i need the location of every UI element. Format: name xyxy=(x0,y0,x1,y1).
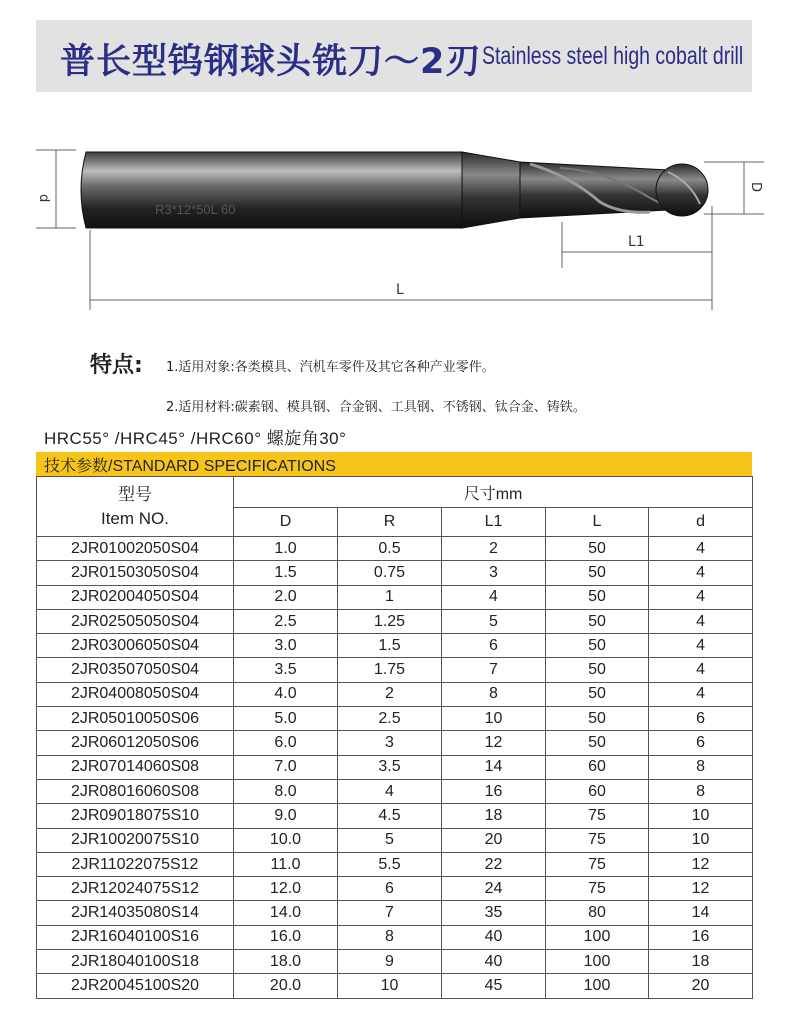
table-cell: 3.5 xyxy=(338,755,442,779)
table-cell: 18 xyxy=(649,950,753,974)
model-header-cn: 型号 xyxy=(118,484,152,504)
table-row xyxy=(37,974,753,998)
table-cell: 8 xyxy=(442,682,546,706)
table-cell: 6 xyxy=(649,707,753,731)
table-cell: 75 xyxy=(546,828,649,852)
table-cell: 2.5 xyxy=(234,609,338,633)
item-number-cell: 2JR07014060S08 xyxy=(37,755,234,779)
table-row xyxy=(37,634,753,658)
table-cell: 4 xyxy=(649,585,753,609)
table-cell: 6 xyxy=(338,877,442,901)
table-cell: 12 xyxy=(649,852,753,876)
dim-L-label: L xyxy=(396,282,404,298)
item-number-cell: 2JR12024075S12 xyxy=(37,877,234,901)
table-cell: 100 xyxy=(546,974,649,998)
table-cell: 60 xyxy=(546,755,649,779)
tool-flutes xyxy=(520,162,668,218)
table-cell: 4 xyxy=(649,658,753,682)
item-number-cell: 2JR09018075S10 xyxy=(37,804,234,828)
table-row xyxy=(37,682,753,706)
table-cell: 5.0 xyxy=(234,707,338,731)
shank-engraving: R3*12*50L 60 xyxy=(155,202,236,217)
item-number-cell: 2JR18040100S18 xyxy=(37,950,234,974)
table-cell: 8.0 xyxy=(234,779,338,803)
title-chinese: 普长型钨钢球头铣刀～2刃 xyxy=(60,42,482,82)
item-number-cell: 2JR14035080S14 xyxy=(37,901,234,925)
column-header: R xyxy=(338,508,442,537)
item-number-cell: 2JR04008050S04 xyxy=(37,682,234,706)
item-number-cell: 2JR10020075S10 xyxy=(37,828,234,852)
table-cell: 75 xyxy=(546,852,649,876)
table-cell: 35 xyxy=(442,901,546,925)
table-cell: 50 xyxy=(546,561,649,585)
table-cell: 7 xyxy=(442,658,546,682)
item-number-cell: 2JR11022075S12 xyxy=(37,852,234,876)
item-number-cell: 2JR01002050S04 xyxy=(37,537,234,561)
table-cell: 6 xyxy=(649,731,753,755)
table-row xyxy=(37,731,753,755)
tool-taper xyxy=(462,152,520,228)
table-row xyxy=(37,779,753,803)
table-cell: 18.0 xyxy=(234,950,338,974)
table-cell: 6 xyxy=(442,634,546,658)
item-number-cell: 2JR02505050S04 xyxy=(37,609,234,633)
table-row xyxy=(37,609,753,633)
table-cell: 1.75 xyxy=(338,658,442,682)
table-cell: 100 xyxy=(546,925,649,949)
tool-ball-end xyxy=(656,164,708,216)
table-row xyxy=(37,707,753,731)
table-cell: 9.0 xyxy=(234,804,338,828)
table-cell: 10.0 xyxy=(234,828,338,852)
table-cell: 11.0 xyxy=(234,852,338,876)
table-row xyxy=(37,852,753,876)
table-cell: 16 xyxy=(649,925,753,949)
column-header: D xyxy=(234,508,338,537)
dim-D-label: D xyxy=(748,182,763,193)
tool-shank xyxy=(81,152,462,228)
table-cell: 3 xyxy=(442,561,546,585)
table-row xyxy=(37,877,753,901)
table-cell: 75 xyxy=(546,804,649,828)
table-cell: 16 xyxy=(442,779,546,803)
table-cell: 45 xyxy=(442,974,546,998)
item-number-cell: 2JR05010050S06 xyxy=(37,707,234,731)
table-cell: 5 xyxy=(338,828,442,852)
table-cell: 2 xyxy=(442,537,546,561)
item-number-cell: 2JR01503050S04 xyxy=(37,561,234,585)
table-cell: 20.0 xyxy=(234,974,338,998)
table-cell: 50 xyxy=(546,537,649,561)
table-cell: 100 xyxy=(546,950,649,974)
table-cell: 0.5 xyxy=(338,537,442,561)
table-cell: 12 xyxy=(649,877,753,901)
table-row xyxy=(37,658,753,682)
table-cell: 7 xyxy=(338,901,442,925)
item-number-cell: 2JR03006050S04 xyxy=(37,634,234,658)
features-heading: 特点: xyxy=(90,353,143,378)
table-cell: 50 xyxy=(546,707,649,731)
table-cell: 4 xyxy=(649,634,753,658)
table-cell: 50 xyxy=(546,682,649,706)
table-cell: 1.0 xyxy=(234,537,338,561)
table-cell: 2.0 xyxy=(234,585,338,609)
item-number-cell: 2JR08016060S08 xyxy=(37,779,234,803)
column-header: L1 xyxy=(442,508,546,537)
table-cell: 60 xyxy=(546,779,649,803)
table-cell: 12 xyxy=(442,731,546,755)
hardness-helix-line: HRC55° /HRC45° /HRC60° 螺旋角30° xyxy=(44,429,347,448)
table-cell: 50 xyxy=(546,658,649,682)
table-row xyxy=(37,925,753,949)
title-banner xyxy=(36,20,752,92)
spec-bar xyxy=(36,452,752,476)
dim-d-label: d xyxy=(36,194,51,203)
table-cell: 4 xyxy=(649,609,753,633)
column-header: L xyxy=(546,508,649,537)
table-cell: 24 xyxy=(442,877,546,901)
table-row xyxy=(37,901,753,925)
model-header xyxy=(37,477,234,537)
table-cell: 1.25 xyxy=(338,609,442,633)
table-cell: 10 xyxy=(649,828,753,852)
table-cell: 10 xyxy=(649,804,753,828)
tool-drawing xyxy=(0,110,790,320)
table-cell: 20 xyxy=(649,974,753,998)
table-cell: 8 xyxy=(338,925,442,949)
table-cell: 2 xyxy=(338,682,442,706)
item-number-cell: 2JR20045100S20 xyxy=(37,974,234,998)
table-cell: 4.5 xyxy=(338,804,442,828)
table-cell: 9 xyxy=(338,950,442,974)
table-cell: 4 xyxy=(649,682,753,706)
table-cell: 4.0 xyxy=(234,682,338,706)
table-cell: 3.0 xyxy=(234,634,338,658)
table-cell: 3.5 xyxy=(234,658,338,682)
table-cell: 1.5 xyxy=(338,634,442,658)
table-cell: 75 xyxy=(546,877,649,901)
table-cell: 18 xyxy=(442,804,546,828)
table-cell: 1.5 xyxy=(234,561,338,585)
table-row xyxy=(37,537,753,561)
table-cell: 14.0 xyxy=(234,901,338,925)
features-item-2: 2.适用材料:碳素钢、模具钢、合金钢、工具钢、不锈钢、钛合金、铸铁。 xyxy=(166,400,586,415)
table-cell: 40 xyxy=(442,950,546,974)
table-row xyxy=(37,804,753,828)
item-number-cell: 2JR03507050S04 xyxy=(37,658,234,682)
table-cell: 2.5 xyxy=(338,707,442,731)
size-header: 尺寸mm xyxy=(234,477,753,508)
table-cell: 8 xyxy=(649,755,753,779)
features-item-1: 1.适用对象:各类模具、汽机车零件及其它各种产业零件。 xyxy=(166,360,495,375)
item-number-cell: 2JR06012050S06 xyxy=(37,731,234,755)
table-cell: 50 xyxy=(546,634,649,658)
table-cell: 14 xyxy=(442,755,546,779)
spec-table xyxy=(36,476,753,999)
table-cell: 10 xyxy=(338,974,442,998)
table-cell: 4 xyxy=(442,585,546,609)
table-cell: 10 xyxy=(442,707,546,731)
table-cell: 50 xyxy=(546,731,649,755)
title-english: Stainless steel high cobalt drill xyxy=(482,42,744,70)
table-cell: 8 xyxy=(649,779,753,803)
table-row xyxy=(37,828,753,852)
table-row xyxy=(37,755,753,779)
table-cell: 50 xyxy=(546,609,649,633)
table-cell: 80 xyxy=(546,901,649,925)
table-cell: 12.0 xyxy=(234,877,338,901)
table-cell: 4 xyxy=(338,779,442,803)
table-cell: 5 xyxy=(442,609,546,633)
table-cell: 50 xyxy=(546,585,649,609)
table-cell: 7.0 xyxy=(234,755,338,779)
item-number-cell: 2JR16040100S16 xyxy=(37,925,234,949)
table-cell: 4 xyxy=(649,561,753,585)
item-number-cell: 2JR02004050S04 xyxy=(37,585,234,609)
table-cell: 0.75 xyxy=(338,561,442,585)
table-row xyxy=(37,950,753,974)
table-cell: 14 xyxy=(649,901,753,925)
table-cell: 40 xyxy=(442,925,546,949)
table-cell: 3 xyxy=(338,731,442,755)
table-cell: 22 xyxy=(442,852,546,876)
table-cell: 4 xyxy=(649,537,753,561)
table-row xyxy=(37,585,753,609)
table-row xyxy=(37,561,753,585)
table-cell: 1 xyxy=(338,585,442,609)
table-cell: 20 xyxy=(442,828,546,852)
table-cell: 5.5 xyxy=(338,852,442,876)
spec-bar-label: 技术参数/STANDARD SPECIFICATIONS xyxy=(44,458,336,475)
table-cell: 6.0 xyxy=(234,731,338,755)
table-cell: 16.0 xyxy=(234,925,338,949)
column-header: d xyxy=(649,508,753,537)
model-header-en: Item NO. xyxy=(100,508,169,528)
dim-L1-label: L1 xyxy=(628,234,645,250)
